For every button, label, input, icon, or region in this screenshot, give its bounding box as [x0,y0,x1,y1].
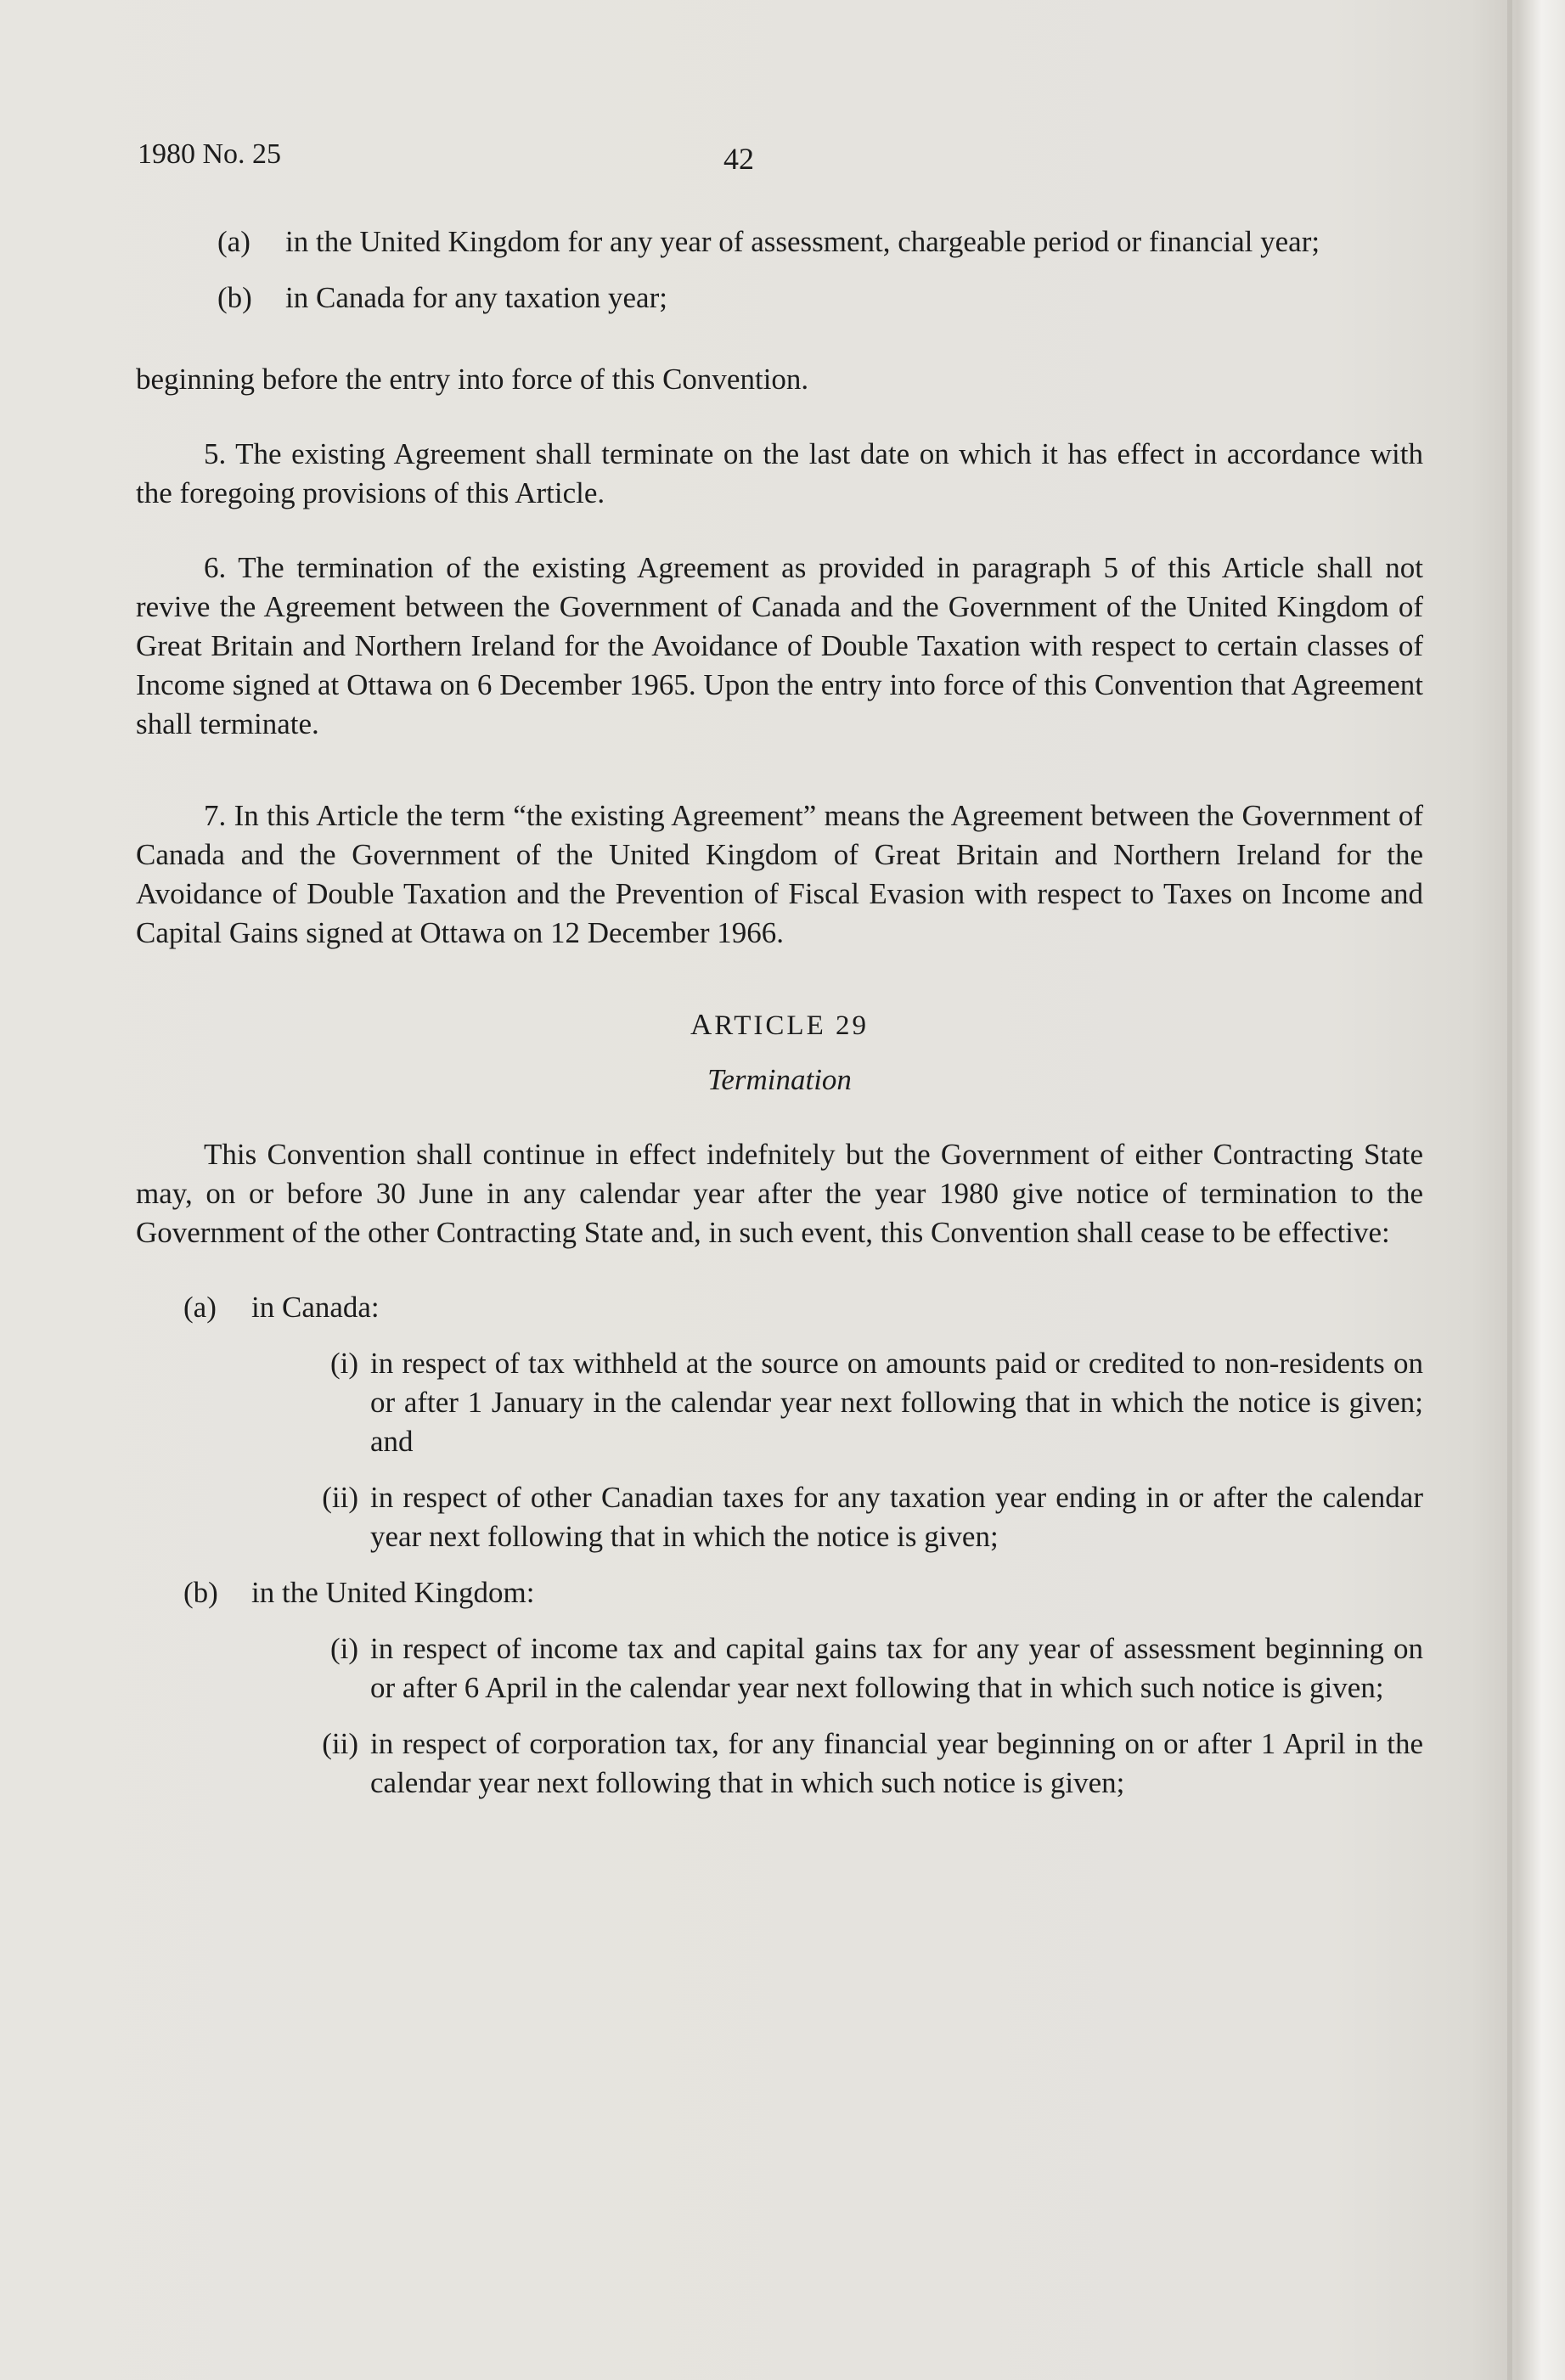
book-spine [1507,0,1512,2380]
article-heading-rest: RTICLE 29 [714,1010,870,1041]
page-number: 42 [723,142,754,176]
paragraph-7: 7. In this Article the term “the existing Agreement” means the Agreement between the Government of Canada and the Government of the United Kingdom of Great Britain and Northern Ireland for the Avoidance of Double Taxation and the Prevention of Fiscal Evasion with respect to Taxes on Income and Capital Gains signed at Ottawa on 12 December 1966. [136,799,1423,949]
list-item [136,1573,1423,1612]
list-item [136,1629,1423,1708]
document-body [136,222,1423,1820]
item-label: (b) [217,281,252,314]
list-item [136,279,1423,318]
item-label: (i) [329,1347,358,1380]
item-label: (i) [329,1632,358,1665]
item-text: in the United Kingdom: [251,1576,535,1609]
item-text: in respect of tax withheld at the source on amounts paid or credited to non-residents on or after 1 January in the calendar year next following that in which the notice is given; and [370,1347,1423,1458]
item-text: in respect of income tax and capital gains tax for any year of assessment beginning on or after 6 April in the calendar year next following that in which such notice is given; [370,1632,1423,1704]
article-heading-initial: A [690,1008,715,1041]
list-item [136,222,1423,262]
item-text: in respect of corporation tax, for any financial year beginning on or after 1 April in the calendar year next following that in which such notice is given; [370,1727,1423,1799]
article-title: Termination [707,1063,852,1096]
list-item [136,1288,1423,1327]
item-label: (a) [217,225,251,258]
item-text: in respect of other Canadian taxes for any taxation year ending in or after the calendar year next following that in which the notice is given; [370,1481,1423,1553]
item-label: (a) [183,1291,217,1324]
item-label: (ii) [322,1727,358,1760]
paragraph-5: 5. The existing Agreement shall terminate on the last date on which it has effect in accordance with the foregoing provisions of this Article. [136,437,1423,509]
article-heading [136,1005,1423,1045]
item-label: (ii) [322,1481,358,1514]
item-text: in the United Kingdom for any year of assessment, chargeable period or financial year; [285,225,1320,258]
list-item [136,1725,1423,1803]
item-label: (b) [183,1576,218,1609]
list-item [136,1344,1423,1461]
paragraph-6: 6. The termination of the existing Agreement as provided in paragraph 5 of this Article shall not revive the Agreement between the Government of Canada and the Government of the United Kingdom of Great Britain and Northern Ireland for the Avoidance of Double Taxation with respect to certain classes of Income signed at Ottawa on 6 December 1965. Upon the entry into force of this Convention that Agreement shall terminate. [136,551,1423,740]
paragraph-termination: This Convention shall continue in effect indefnitely but the Government of either Contracting State may, on or before 30 June in any calendar year after the year 1980 give notice of termination to the Government of the other Contracting State and, in such event, this Convention shall cease to be effective: [136,1138,1423,1249]
item-text: in Canada for any taxation year; [285,281,667,314]
document-reference: 1980 No. 25 [138,138,282,170]
paragraph-beginning: beginning before the entry into force of this Convention. [136,363,809,396]
list-item [136,1478,1423,1556]
item-text: in Canada: [251,1291,380,1324]
